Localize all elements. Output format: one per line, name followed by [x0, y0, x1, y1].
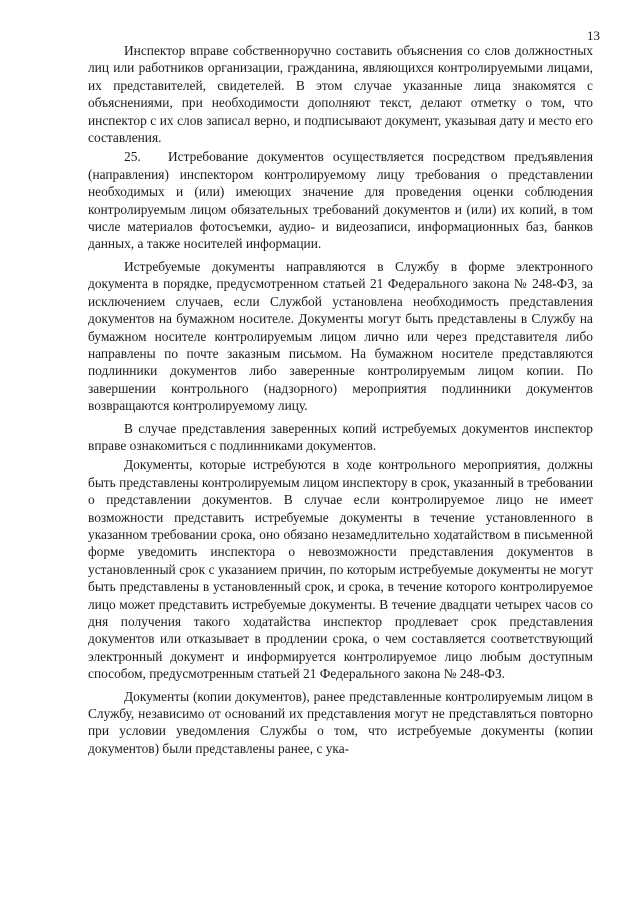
paragraph-25-document-request: [88, 148, 593, 252]
paragraph-text: Истребование документов осуществляется посредством предъявления (направления) инспектором контролируемому лицу требования о представлении необходимых и (или) имеющих значение для проведения оценки соблюдения контролируемым лицом обязательных требований документов и (или) их копий, в том числе материалов фотосъемки, аудио- и видеозаписи, информационных баз, банков данных, а также носителей информации.: [88, 149, 593, 252]
document-body: [88, 42, 593, 759]
paragraph-number: 25.: [124, 149, 141, 165]
paragraph-submission-deadline: [88, 456, 593, 682]
paragraph-text: Истребуемые документы направляются в Службу в форме электронного документа в порядке, предусмотренном статьей 21 Федерального закона № 248-ФЗ, за исключением случаев, если Службой установлена необходимость представления документов на бумажном носителе. Документы могут быть представлены в Службу на бумажном носителе контролируемым лицом лично или через представителя либо направлены по почте заказным письмом. На бумажном носителе представляются подлинники документов либо заверенные контролируемым лицом копии. По завершении контрольного (надзорного) мероприятия подлинники документов возвращаются контролируемому лицу.: [88, 258, 593, 414]
paragraph-text: Документы, которые истребуются в ходе контрольного мероприятия, должны быть представлены контролируемым лицом инспектору в срок, указанный в требовании о представлении документов. В случае если контролируемое лицо не имеет возможности представить истребуемые документы в течение установленного в указанном требовании срока, оно обязано незамедлительно ходатайством в письменной форме уведомить инспектора о невозможности представления документов в установленный срок с указанием причин, по которым истребуемые документы не могут быть представлены в установленный срок, и срока, в течение которого контролируемое лицо может представить истребуемые документы. В течение двадцати четырех часов со дня получения такого ходатайства инспектор продлевает срок представления документов или отказывает в продлении срока, о чем составляется соответствующий электронный документ и информируется контролируемое лицо любым доступным способом, предусмотренным статьей 21 Федерального закона № 248-ФЗ.: [88, 457, 593, 682]
paragraph-electronic-submission: [88, 258, 593, 415]
page-number: 13: [587, 28, 600, 43]
paragraph-text: Документы (копии документов), ранее представленные контролируемым лицом в Службу, независимо от оснований их представления могут не представляться повторно при условии уведомления Службы о том, что истребуемые документы (копии документов) были представлены ранее, с ука-: [88, 688, 593, 756]
paragraph-text: Инспектор вправе собственноручно составить объяснения со слов должностных лиц или работников организации, гражданина, являющихся контролируемыми лицами, их представителей, свидетелей. В этом случае указанные лица знакомятся с объяснениями, при необходимости дополняют текст, делают отметку о том, что инспектор с их слов записал верно, и подписывают документ, указывая дату и место его составления.: [88, 43, 593, 146]
paragraph-text: В случае представления заверенных копий истребуемых документов инспектор вправе ознакомиться с подлинниками документов.: [88, 420, 593, 453]
paragraph-certified-copies: [88, 420, 593, 455]
paragraph-previously-submitted: [88, 688, 593, 758]
paragraph-explanations: [88, 42, 593, 146]
